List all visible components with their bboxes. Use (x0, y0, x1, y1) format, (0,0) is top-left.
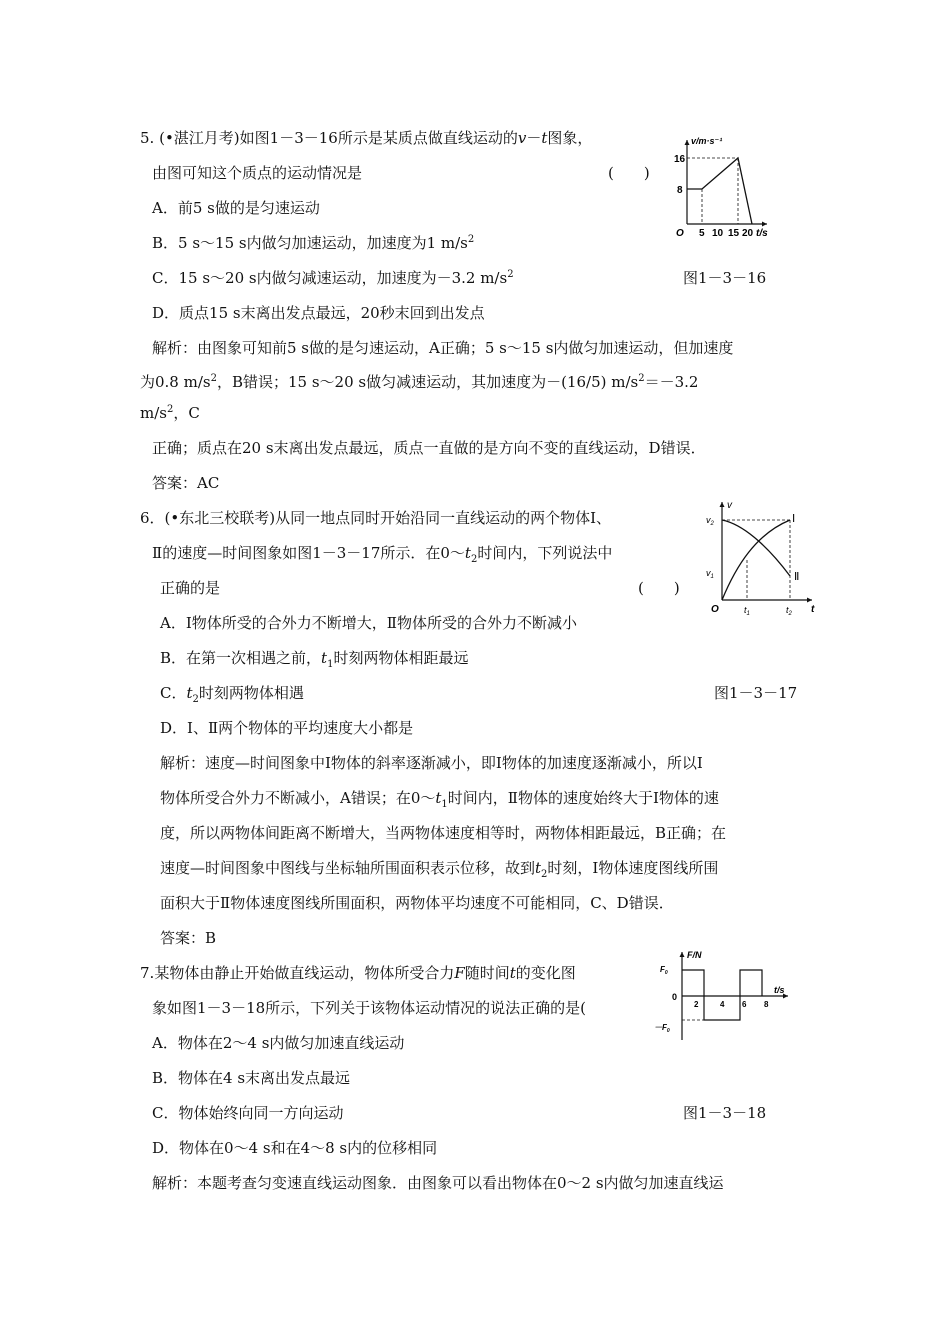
q7-option-b: B．物体在4 s末离出发点最远 (152, 1069, 351, 1087)
q5-y-arrow (685, 140, 690, 145)
q7-line-2: 象如图1－3－18所示，下列关于该物体运动情况的说法正确的是( (152, 999, 587, 1017)
q6-origin: O (711, 604, 719, 615)
q7-option-c: C．物体始终向同一方向运动 (152, 1104, 344, 1122)
q6-curve-2 (722, 520, 790, 576)
q5-vt-line (687, 158, 752, 224)
q5-xtick-15: 15 (728, 228, 740, 239)
q5-vt-graph (672, 128, 772, 240)
q6-option-b: B．在第一次相遇之前，$t_1$时刻两物体相距最远 (160, 649, 469, 670)
q6-x-label: t (811, 604, 815, 615)
q7-xtick-4: 4 (720, 1000, 725, 1009)
q6-curve-label-2: Ⅱ (794, 571, 800, 583)
q5-option-c: C．15 s～20 s内做匀减速运动，加速度为－3.2 $m/s^2$ (152, 269, 514, 287)
q6-vt-graph (700, 496, 818, 620)
q7-ft-line (682, 970, 762, 1020)
q7-figure-caption: 图1－3－18 (683, 1104, 767, 1122)
q5-answer-paren: ( ) (608, 164, 650, 182)
q6-line-2: Ⅱ的速度—时间图象如图1－3－17所示．在$0\sim t_2$时间内，下列说法中 (152, 544, 613, 565)
q6-answer-paren: ( ) (638, 579, 680, 597)
q5-number: 5. (140, 129, 155, 147)
q7-number: 7. (140, 964, 155, 982)
q7-option-a: A．物体在2～4 s内做匀加速直线运动 (152, 1034, 405, 1052)
q5-x-arrow (762, 222, 767, 227)
q7-negf0-label: $-F_0$ (654, 1023, 670, 1034)
q5-explanation-3: $m/s^2$，C (140, 404, 200, 422)
q7-origin: 0 (672, 992, 678, 1002)
q7-x-label: t/s (774, 985, 785, 995)
q5-figure-caption: 图1－3－16 (683, 269, 767, 287)
q7-y-label: F/N (687, 950, 702, 960)
q7-option-d: D．物体在0～4 s和在4～8 s内的位移相同 (152, 1139, 438, 1157)
q6-t2-label: $t_2$ (786, 605, 792, 617)
q6-explanation-2: 物体所受合外力不断减小，A错误；在$0\sim t_1$时间内，Ⅱ物体的速度始终大于Ⅰ物体的速 (160, 789, 719, 810)
q6-option-d: D．Ⅰ、Ⅱ两个物体的平均速度大小都是 (160, 719, 414, 737)
q7-line-1: 7.某物体由静止开始做直线运动，物体所受合力F随时间t的变化图 (140, 964, 576, 982)
q5-line-1: 5. (•湛江月考)如图1－3－16所示是某质点做直线运动的v－t图象， (140, 129, 593, 147)
q7-explanation-1: 解析：本题考查匀变速直线运动图象．由图象可以看出物体在0～2 s内做匀加速直线运 (152, 1174, 724, 1192)
q6-line-1: 6．(•东北三校联考)从同一地点同时开始沿同一直线运动的两个物体Ⅰ、 (140, 509, 612, 527)
q5-source: (•湛江月考) (159, 129, 240, 147)
q6-v2-label: $v_2$ (706, 515, 714, 527)
q6-y-label: v (727, 500, 732, 511)
q6-figure-caption: 图1－3－17 (714, 684, 798, 702)
q6-explanation-5: 面积大于Ⅱ物体速度图线所围面积，两物体平均速度不可能相同，C、D错误． (160, 894, 674, 912)
q5-explanation-1: 解析：由图象可知前5 s做的是匀速运动，A正确；5 s～15 s内做匀加速运动，但加速度 (152, 339, 734, 357)
q5-origin: O (676, 228, 684, 239)
q6-answer: 答案：B (160, 929, 217, 947)
q6-curve-label-1: Ⅰ (792, 513, 796, 525)
q7-xtick-8: 8 (764, 1000, 769, 1009)
q5-ytick-8: 8 (677, 185, 683, 196)
q5-option-d: D．质点15 s末离出发点最远，20秒末回到出发点 (152, 304, 485, 322)
q7-xtick-6: 6 (742, 1000, 747, 1009)
q6-y-arrow (720, 502, 725, 507)
q6-explanation-4: 速度—时间图象中图线与坐标轴所围面积表示位移，故到$t_2$时刻，Ⅰ物体速度图线所围 (160, 859, 719, 880)
q5-xtick-10: 10 (712, 228, 724, 239)
q6-v1-label: $v_1$ (706, 568, 714, 580)
q5-y-label: v/m·s⁻¹ (691, 136, 723, 146)
q5-x-label: t/s (756, 228, 768, 239)
q7-f0-label: $F_0$ (660, 965, 668, 976)
q5-explanation-4: 正确；质点在20 s末离出发点最远，质点一直做的是方向不变的直线运动，D错误． (152, 439, 706, 457)
q6-explanation-1: 解析：速度—时间图象中Ⅰ物体的斜率逐渐减小，即Ⅰ物体的加速度逐渐减小，所以Ⅰ (160, 754, 703, 772)
q7-y-arrow (680, 952, 685, 957)
q5-xtick-5: 5 (699, 228, 705, 239)
q5-option-a: A．前5 s做的是匀速运动 (152, 199, 320, 217)
q6-curve-1 (722, 520, 790, 600)
q6-line-3: 正确的是 (160, 579, 221, 597)
q6-t1-label: $t_1$ (744, 605, 750, 617)
q6-number: 6． (140, 509, 165, 527)
q6-explanation-3: 度，所以两物体间距离不断增大，当两物体速度相等时，两物体相距最远，B正确；在 (160, 824, 727, 842)
q5-xtick-20: 20 (742, 228, 754, 239)
q5-line-2: 由图可知这个质点的运动情况是 (152, 164, 363, 182)
q7-xtick-2: 2 (694, 1000, 699, 1009)
q5-answer: 答案：AC (152, 474, 220, 492)
q5-ytick-16: 16 (674, 154, 686, 165)
q6-option-a: A．Ⅰ物体所受的合外力不断增大，Ⅱ物体所受的合外力不断减小 (160, 614, 577, 632)
q6-x-arrow (807, 598, 812, 603)
q5-option-b: B．5 s～15 s内做匀加速运动，加速度为1 $m/s^2$ (152, 234, 475, 252)
q6-source: (•东北三校联考) (164, 509, 276, 527)
q6-option-c: C．$t_2$时刻两物体相遇 (160, 684, 304, 705)
q7-ft-graph (654, 948, 794, 1044)
q5-explanation-2: 为0.8 $m/s^2$，B错误；15 s～20 s做匀减速运动，其加速度为－(16/5) $m/s^2=-3.2$ (140, 373, 699, 391)
